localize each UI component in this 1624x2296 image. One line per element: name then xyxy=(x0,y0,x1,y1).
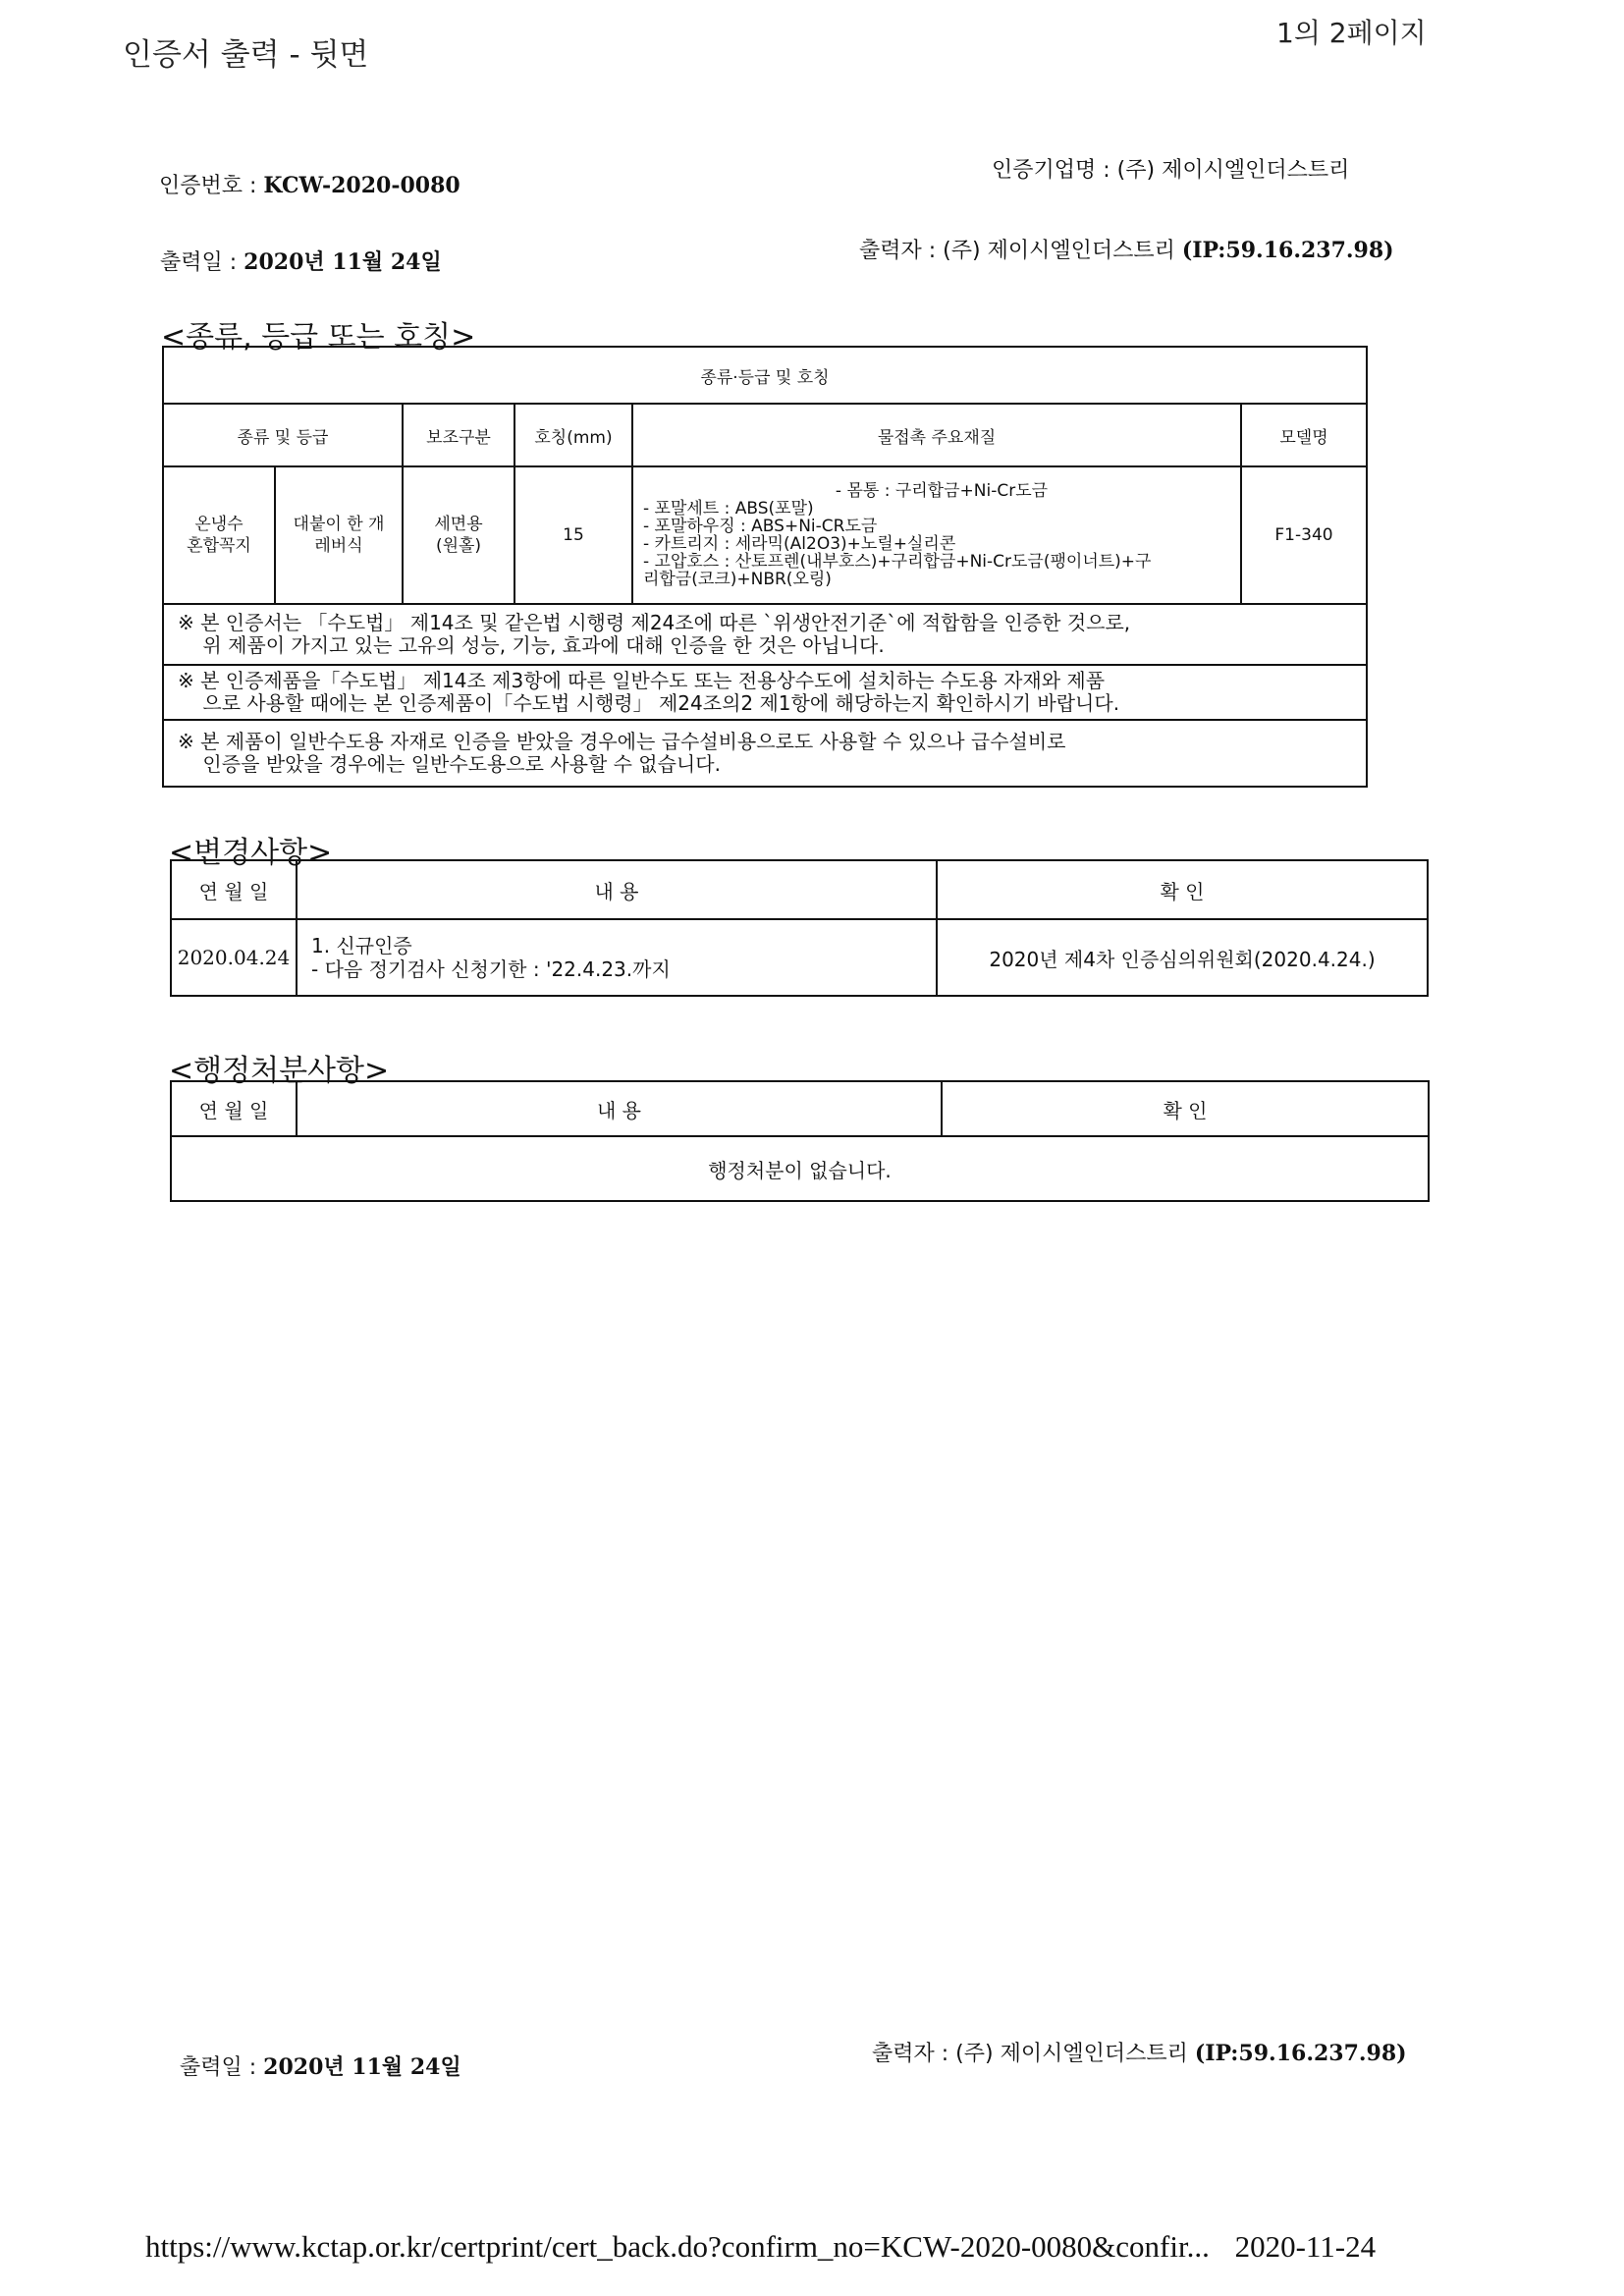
header-type: 종류 및 등급 xyxy=(163,404,403,466)
materials-cell xyxy=(632,466,1241,604)
print-date-label: 출력일 : xyxy=(160,250,244,275)
type-cell: 온냉수 혼합꼭지 xyxy=(163,466,275,604)
section-title-grade: <종류, 등급 또는 호칭> xyxy=(161,320,476,355)
change-date: 2020.04.24 xyxy=(171,919,297,996)
size-cell: 15 xyxy=(514,466,632,604)
table-row xyxy=(171,919,1428,996)
header-size: 호칭(mm) xyxy=(514,404,632,466)
footer-printer-label: 출력자 : xyxy=(872,2042,956,2066)
note-2: ※ 본 인증제품을「수도법」 제14조 제3항에 따른 일반수도 또는 전용상수도에 설치하는 수도용 자재와 제품 으로 사용할 때에는 본 인증제품이「수도법 시행령」 제24조의2 제1항에 해당하는지 확인하시기 바랍니다. xyxy=(163,665,1367,720)
material-line: - 몸통 : 구리합금+Ni-Cr도금 xyxy=(835,481,1049,501)
grade-table-caption: 종류·등급 및 호칭 xyxy=(163,347,1367,404)
change-content: 1. 신규인증 - 다음 정기검사 신청기한 : '22.4.23.까지 xyxy=(297,919,937,996)
cert-number-label: 인증번호 : xyxy=(159,174,264,198)
footer-print-date-label: 출력일 : xyxy=(180,2055,264,2080)
print-date-line xyxy=(160,246,442,276)
header-sub: 보조구분 xyxy=(403,404,514,466)
material-line: 리합금(코크)+NBR(오링) xyxy=(643,570,832,589)
company-line xyxy=(992,153,1349,184)
print-date: 2020년 11월 24일 xyxy=(244,249,442,275)
admin-header-confirm: 확 인 xyxy=(942,1081,1429,1136)
model-cell: F1-340 xyxy=(1241,466,1367,604)
material-line: - 카트리지 : 세라믹(Al2O3)+노릴+실리콘 xyxy=(643,534,956,554)
material-line: - 포말세트 : ABS(포말) xyxy=(643,499,814,519)
sub-cell: 세면용 (원홀) xyxy=(403,466,514,604)
company-name: (주) 제이시엘인더스트리 xyxy=(1116,158,1350,183)
changes-table xyxy=(170,859,1429,997)
cert-number: KCW-2020-0080 xyxy=(263,173,460,198)
footer-print-date-line xyxy=(180,2050,461,2081)
material-line: - 포말하우징 : ABS+Ni-CR도금 xyxy=(643,517,878,536)
change-confirm: 2020년 제4차 인증심의위원회(2020.4.24.) xyxy=(937,919,1428,996)
printer-label: 출력자 : xyxy=(859,239,944,263)
admin-header-content: 내 용 xyxy=(297,1081,942,1136)
footer-printer-ip: (IP:59.16.237.98) xyxy=(1194,2041,1407,2066)
header-model: 모델명 xyxy=(1241,404,1367,466)
admin-header-date: 연 월 일 xyxy=(171,1081,297,1136)
grade-cell: 대붙이 한 개 레버식 xyxy=(275,466,403,604)
note-3: ※ 본 제품이 일반수도용 자재로 인증을 받았을 경우에는 급수설비용으로도 사용할 수 있으나 급수설비로 인증을 받았을 경우에는 일반수도용으로 사용할 수 없습니다. xyxy=(163,720,1367,787)
changes-header-confirm: 확 인 xyxy=(937,860,1428,919)
footer-print-date: 2020년 11월 24일 xyxy=(263,2054,461,2080)
footer-url[interactable]: https://www.kctap.or.kr/certprint/cert_back.do?confirm_no=KCW-2020-0080&confir... xyxy=(145,2229,1210,2264)
footer-printer-name: (주) 제이시엘인더스트리 xyxy=(955,2042,1188,2066)
changes-header-content: 내 용 xyxy=(297,860,937,919)
printer-ip: (IP:59.16.237.98) xyxy=(1181,238,1394,263)
page-indicator: 1의 2페이지 xyxy=(1276,17,1427,49)
footer-printer-line xyxy=(872,2037,1407,2067)
admin-empty-message: 행정처분이 없습니다. xyxy=(171,1136,1429,1201)
grade-table xyxy=(162,346,1368,788)
material-line: - 고압호스 : 산토프렌(내부호스)+구리합금+Ni-Cr도금(팽이너트)+구 xyxy=(643,552,1152,572)
cert-number-line xyxy=(159,169,460,199)
changes-header-date: 연 월 일 xyxy=(171,860,297,919)
section-title-changes: <변경사항> xyxy=(169,836,333,870)
printer-name: (주) 제이시엘인더스트리 xyxy=(943,239,1175,263)
company-label: 인증기업명 : xyxy=(992,158,1117,183)
footer-url-line xyxy=(145,2229,1376,2265)
header-materials: 물접촉 주요재질 xyxy=(632,404,1241,466)
printer-line xyxy=(859,234,1394,264)
section-title-admin: <행정처분사항> xyxy=(169,1054,390,1088)
admin-table xyxy=(170,1080,1430,1202)
document-title: 인증서 출력 - 뒷면 xyxy=(123,37,369,73)
footer-date: 2020-11-24 xyxy=(1234,2229,1377,2264)
note-1: ※ 본 인증서는 「수도법」 제14조 및 같은법 시행령 제24조에 따른 `위생안전기준`에 적합함을 인증한 것으로, 위 제품이 가지고 있는 고유의 성능, 기능, 효과에 대해 인증을 한 것은 아닙니다. xyxy=(163,604,1367,665)
